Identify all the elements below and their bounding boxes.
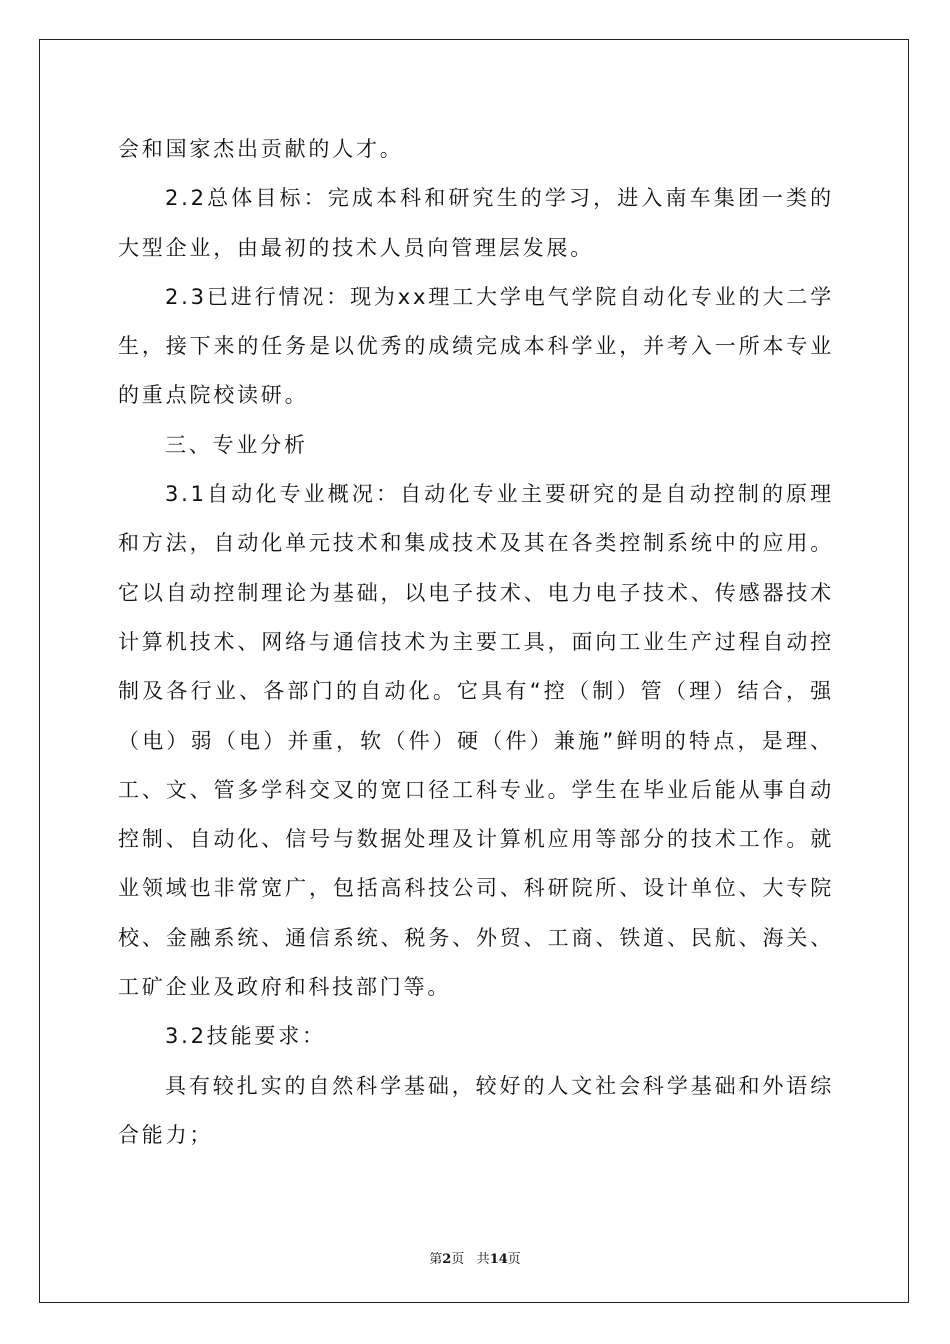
page-number: 2 xyxy=(442,1252,452,1267)
page-footer xyxy=(0,1248,950,1267)
footer-total-suffix: 页 xyxy=(507,1252,521,1267)
paragraph-6: 具有较扎实的自然科学基础，较好的人文社会科学基础和外语综合能力； xyxy=(118,1073,834,1147)
paragraph-4: 3.1自动化专业概况：自动化专业主要研究的是自动控制的原理和方法，自动化单元技术和集成技术及其在各类控制系统中的应用。它以自动控制理论为基础，以电子技术、电力电子技术、传感器技术计算机技术、网络与通信技术为主要工具，面向工业生产过程自动控制及各行业、各部门的自动化。它具有“控（制）管（理）结合，强（电）弱（电）并重，软（件）硬（件）兼施”鲜明的特点，是理、工、文、管多学科交叉的宽口径工科专业。学生在毕业后能从事自动控制、自动化、信号与数据处理及计算机应用等部分的技术工作。就业领域也非常宽广，包括高科技公司、科研院所、设计单位、大专院校、金融系统、通信系统、税务、外贸、工商、铁道、民航、海关、工矿企业及政府和科技部门等。 xyxy=(118,482,834,1000)
paragraph-1: 会和国家杰出贡献的人才。 xyxy=(118,137,404,161)
footer-total-prefix: 共 xyxy=(476,1252,490,1267)
total-pages: 14 xyxy=(489,1252,508,1267)
footer-prefix: 第 xyxy=(429,1252,443,1267)
document-body xyxy=(118,125,834,1160)
paragraph-2: 2.2总体目标：完成本科和研究生的学习，进入南车集团一类的大型企业，由最初的技术人员向管理层发展。 xyxy=(118,186,834,260)
paragraph-5: 3.2技能要求： xyxy=(165,1024,326,1049)
section-heading: 三、专业分析 xyxy=(165,432,308,457)
paragraph-3: 2.3已进行情况：现为xx理工大学电气学院自动化专业的大二学生，接下来的任务是以优秀的成绩完成本科学业，并考入一所本专业的重点院校读研。 xyxy=(118,284,834,408)
footer-page-suffix: 页 xyxy=(451,1252,465,1267)
